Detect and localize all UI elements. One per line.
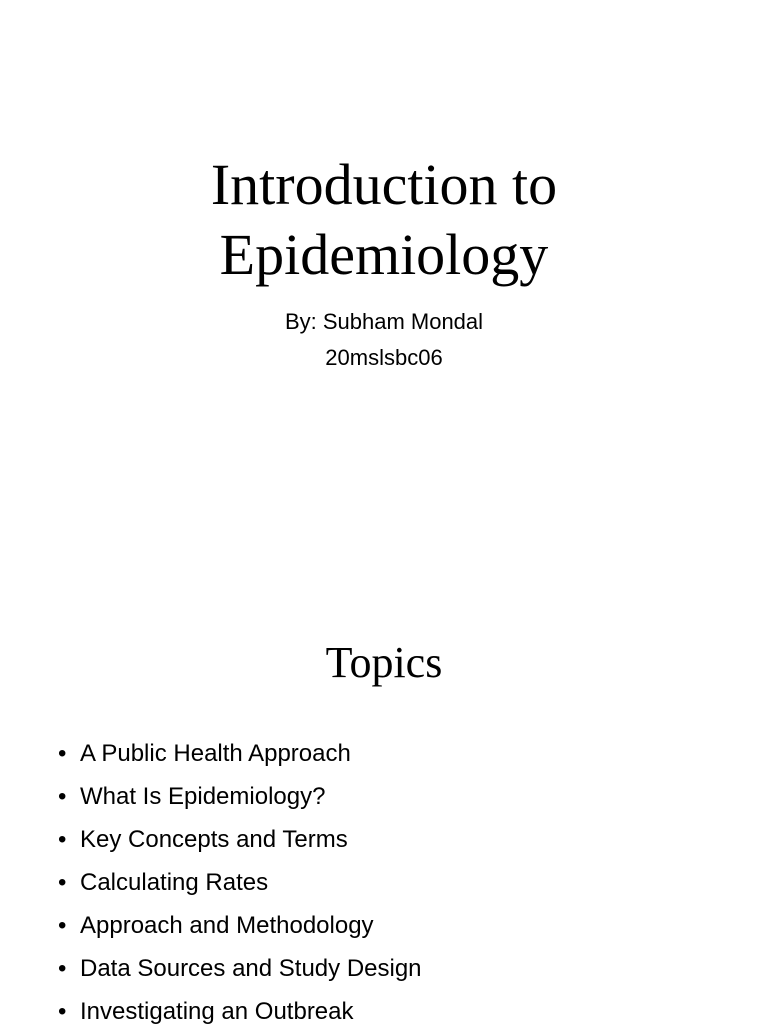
slide-title xyxy=(0,150,768,290)
topic-item: • Approach and Methodology xyxy=(58,904,422,947)
author-id: 20mslsbc06 xyxy=(325,345,443,370)
topic-item: • Calculating Rates xyxy=(58,861,422,904)
topic-item: • Investigating an Outbreak xyxy=(58,990,422,1024)
topics-list xyxy=(58,732,422,1024)
topic-item: • Data Sources and Study Design xyxy=(58,947,422,990)
title-line-2: Epidemiology xyxy=(219,222,549,287)
title-line-1: Introduction to xyxy=(210,152,558,217)
topics-title: Topics xyxy=(325,638,443,687)
topic-item: • What Is Epidemiology? xyxy=(58,775,422,818)
topic-item: • Key Concepts and Terms xyxy=(58,818,422,861)
author-line: By: Subham Mondal xyxy=(284,309,484,334)
topic-item: • A Public Health Approach xyxy=(58,732,422,775)
topics-slide xyxy=(0,576,768,1024)
